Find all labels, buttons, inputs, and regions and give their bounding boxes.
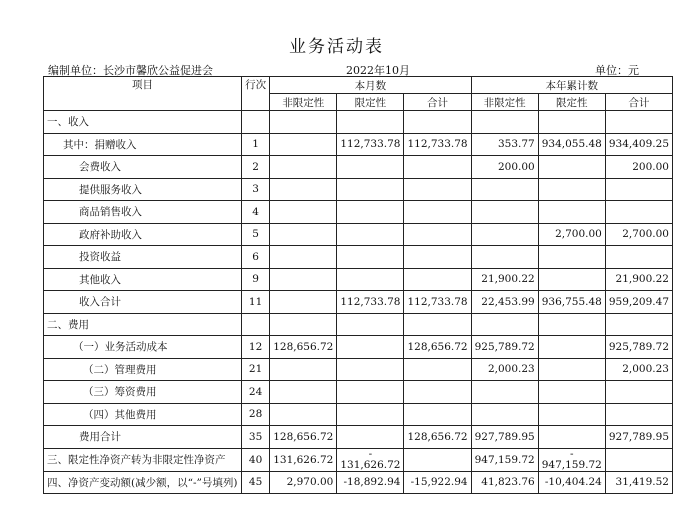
row-value-cell [270, 313, 337, 336]
row-value-cell [404, 381, 471, 404]
row-value-cell [337, 313, 404, 336]
row-line-number: 11 [241, 291, 269, 314]
table-row [44, 156, 673, 179]
row-item-label: 提供服务收入 [44, 178, 242, 201]
row-value-cell [404, 178, 471, 201]
table-row [44, 268, 673, 291]
row-value-cell [270, 291, 337, 314]
row-value-cell [471, 381, 538, 404]
row-value-cell [404, 358, 471, 381]
col-header-month-restricted: 限定性 [337, 94, 404, 111]
row-item-label: 收入合计 [44, 291, 242, 314]
row-item-label: 政府补助收入 [44, 223, 242, 246]
currency-unit: 单位：元 [595, 64, 639, 77]
table-row [44, 201, 673, 224]
row-value-cell [471, 178, 538, 201]
row-value-cell [404, 201, 471, 224]
value-sign: - [570, 448, 574, 460]
row-value-cell [605, 313, 672, 336]
table-row [44, 381, 673, 404]
activity-statement-table [43, 76, 673, 494]
row-line-number: 35 [241, 426, 269, 449]
row-value-cell: 112,733.78 [337, 133, 404, 156]
row-value-cell [337, 358, 404, 381]
row-value-cell [538, 268, 605, 291]
row-value-cell: 2,970.00 [270, 471, 337, 494]
row-line-number: 12 [241, 336, 269, 359]
row-line-number: 21 [241, 358, 269, 381]
row-value-cell [270, 381, 337, 404]
row-value-cell [337, 426, 404, 449]
row-value-cell: 128,656.72 [270, 336, 337, 359]
col-header-this-month: 本月数 [270, 77, 471, 94]
table-row [44, 178, 673, 201]
row-value-cell: 925,789.72 [605, 336, 672, 359]
row-value-cell [337, 178, 404, 201]
row-item-label: 商品销售收入 [44, 201, 242, 224]
row-value-cell [404, 313, 471, 336]
row-value-cell [404, 111, 471, 134]
row-value-cell [404, 268, 471, 291]
col-header-month-total: 合计 [404, 94, 471, 111]
table-row [44, 336, 673, 359]
row-value-cell [538, 201, 605, 224]
row-value-cell: 2,000.23 [605, 358, 672, 381]
row-value-cell: 22,453.99 [471, 291, 538, 314]
row-value-cell [270, 156, 337, 179]
row-item-label: （一）业务活动成本 [44, 336, 242, 359]
row-value-cell: 41,823.76 [471, 471, 538, 494]
row-value-cell [270, 358, 337, 381]
row-value-cell [605, 201, 672, 224]
row-value-cell: 200.00 [605, 156, 672, 179]
row-value-cell [471, 111, 538, 134]
value-amount: 131,626.72 [340, 458, 401, 471]
row-value-cell [337, 381, 404, 404]
row-value-cell: 947,159.72 [471, 448, 538, 471]
row-value-cell [337, 111, 404, 134]
row-value-cell [337, 223, 404, 246]
row-value-cell [538, 178, 605, 201]
row-value-cell: 128,656.72 [404, 336, 471, 359]
row-value-cell: 936,755.48 [538, 291, 605, 314]
table-row [44, 111, 673, 134]
reporting-unit: 编制单位：长沙市馨欣公益促进会 [48, 64, 213, 77]
row-value-cell [337, 448, 404, 471]
row-value-cell [605, 381, 672, 404]
row-value-cell: 112,733.78 [337, 291, 404, 314]
row-value-cell [337, 336, 404, 359]
row-value-cell [605, 178, 672, 201]
row-value-cell [404, 448, 471, 471]
row-line-number: 5 [241, 223, 269, 246]
row-value-cell: 934,409.25 [605, 133, 672, 156]
row-value-cell [605, 448, 672, 471]
row-item-label: 会费收入 [44, 156, 242, 179]
row-value-cell [605, 246, 672, 269]
row-line-number [241, 313, 269, 336]
report-title: 业务活动表 [289, 37, 384, 57]
row-line-number [241, 111, 269, 134]
row-line-number: 28 [241, 403, 269, 426]
row-value-cell: -15,922.94 [404, 471, 471, 494]
row-value-cell [538, 358, 605, 381]
row-value-cell [538, 426, 605, 449]
row-line-number: 40 [241, 448, 269, 471]
row-value-cell: 128,656.72 [270, 426, 337, 449]
row-value-cell: 934,055.48 [538, 133, 605, 156]
row-value-cell: -10,404.24 [538, 471, 605, 494]
row-item-label: 费用合计 [44, 426, 242, 449]
row-value-cell: 31,419.52 [605, 471, 672, 494]
col-header-line: 行次 [241, 77, 269, 111]
row-value-cell: 2,700.00 [538, 223, 605, 246]
table-row [44, 133, 673, 156]
row-value-cell [471, 201, 538, 224]
row-value-cell: 128,656.72 [404, 426, 471, 449]
row-value-cell [404, 156, 471, 179]
row-value-cell: 131,626.72 [270, 448, 337, 471]
row-value-cell: 200.00 [471, 156, 538, 179]
row-value-cell [471, 313, 538, 336]
row-value-cell [337, 403, 404, 426]
row-value-cell [337, 246, 404, 269]
row-item-label: （三）筹资费用 [44, 381, 242, 404]
row-line-number: 1 [241, 133, 269, 156]
row-line-number: 9 [241, 268, 269, 291]
row-item-label: 四、净资产变动额(减少额，以“-”号填列) [44, 471, 242, 494]
row-item-label: 一、收入 [44, 111, 242, 134]
row-value-cell: 927,789.95 [471, 426, 538, 449]
row-value-cell [337, 156, 404, 179]
row-value-cell [270, 133, 337, 156]
table-row [44, 448, 673, 471]
row-value-cell: -18,892.94 [337, 471, 404, 494]
col-header-month-unrestricted: 非限定性 [270, 94, 337, 111]
table-row [44, 291, 673, 314]
row-value-cell [270, 403, 337, 426]
table-row [44, 426, 673, 449]
row-value-cell [605, 111, 672, 134]
row-value-cell [605, 403, 672, 426]
row-value-cell: 925,789.72 [471, 336, 538, 359]
col-header-ytd-unrestricted: 非限定性 [471, 94, 538, 111]
row-value-cell: 2,000.23 [471, 358, 538, 381]
row-value-cell [404, 403, 471, 426]
row-value-cell: 21,900.22 [471, 268, 538, 291]
report-period: 2022年10月 [346, 64, 410, 77]
row-value-cell: 112,733.78 [404, 291, 471, 314]
value-sign: - [368, 448, 373, 460]
table-row [44, 471, 673, 494]
row-line-number: 4 [241, 201, 269, 224]
row-value-cell [270, 223, 337, 246]
col-header-ytd-restricted: 限定性 [538, 94, 605, 111]
row-item-label: 其他收入 [44, 268, 242, 291]
row-value-cell [538, 111, 605, 134]
table-row [44, 403, 673, 426]
row-value-cell [471, 246, 538, 269]
row-item-label: 其中：捐赠收入 [44, 133, 242, 156]
row-value-cell [538, 381, 605, 404]
row-line-number: 6 [241, 246, 269, 269]
table-row [44, 358, 673, 381]
row-value-cell [538, 403, 605, 426]
row-value-cell [337, 268, 404, 291]
row-value-cell [270, 246, 337, 269]
row-item-label: （四）其他费用 [44, 403, 242, 426]
row-item-label: 投资收益 [44, 246, 242, 269]
row-value-cell: 927,789.95 [605, 426, 672, 449]
row-value-cell [270, 268, 337, 291]
row-value-cell [404, 223, 471, 246]
row-item-label: 三、限定性净资产转为非限定性净资产 [44, 448, 242, 471]
col-header-item: 项目 [44, 77, 242, 111]
value-amount: 947,159.72 [541, 458, 602, 471]
row-value-cell [471, 223, 538, 246]
row-value-cell [538, 313, 605, 336]
row-value-cell: 353.77 [471, 133, 538, 156]
table-row [44, 313, 673, 336]
row-value-cell: 112,733.78 [404, 133, 471, 156]
row-value-cell [538, 448, 605, 471]
row-value-cell [538, 336, 605, 359]
row-item-label: （二）管理费用 [44, 358, 242, 381]
row-value-cell: 959,209.47 [605, 291, 672, 314]
row-line-number: 2 [241, 156, 269, 179]
table-row [44, 246, 673, 269]
col-header-ytd: 本年累计数 [471, 77, 672, 94]
row-line-number: 24 [241, 381, 269, 404]
row-value-cell [270, 111, 337, 134]
col-header-ytd-total: 合计 [605, 94, 672, 111]
row-value-cell [471, 403, 538, 426]
row-item-label: 二、费用 [44, 313, 242, 336]
row-value-cell [270, 201, 337, 224]
row-value-cell [270, 178, 337, 201]
row-value-cell [538, 156, 605, 179]
row-value-cell [337, 201, 404, 224]
row-value-cell: 21,900.22 [605, 268, 672, 291]
row-line-number: 45 [241, 471, 269, 494]
row-line-number: 3 [241, 178, 269, 201]
row-value-cell: 2,700.00 [605, 223, 672, 246]
table-row [44, 223, 673, 246]
row-value-cell [404, 246, 471, 269]
row-value-cell [538, 246, 605, 269]
